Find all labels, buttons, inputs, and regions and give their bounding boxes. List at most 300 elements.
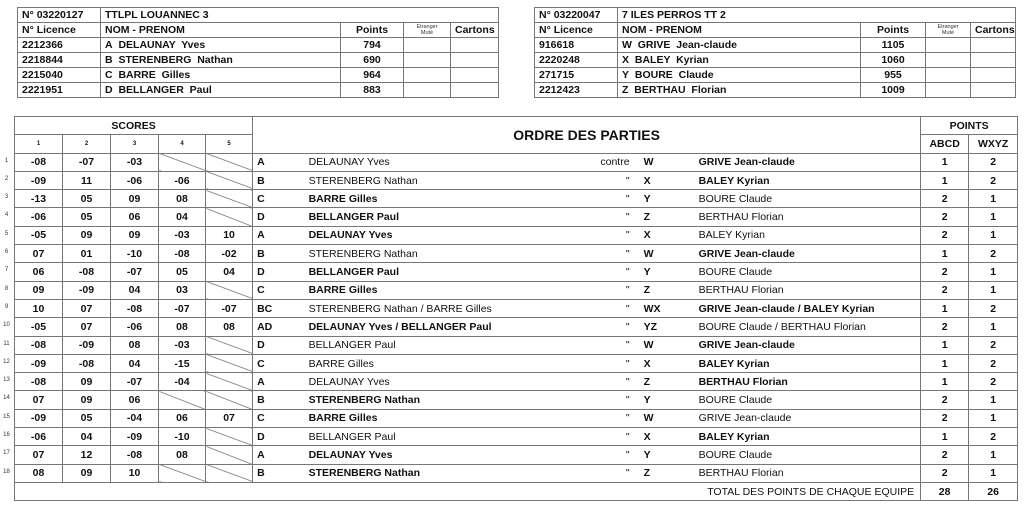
away-player-code: X [640,171,695,189]
points-wxyz: 2 [969,373,1018,391]
set-score: -09 [111,428,159,446]
match-row [15,263,1018,281]
set-score: 07 [63,299,111,317]
away-player-code: W [640,336,695,354]
away-player-code: YZ [640,318,695,336]
away-player-name: BALEY Kyrian [695,171,921,189]
set-number-header: 2 [63,135,111,153]
away-player-code: Z [640,464,695,482]
points-wxyz-header: WXYZ [969,135,1018,153]
match-row [15,409,1018,427]
set-score: -03 [111,153,159,171]
player-row [535,83,1016,98]
points-abcd: 2 [921,409,969,427]
player-cartons [971,38,1016,53]
away-player-code: Z [640,281,695,299]
home-player-name: DELAUNAY Yves [305,373,540,391]
set-score: 04 [111,281,159,299]
set-score: 07 [15,245,63,263]
player-letter: Z [622,84,629,96]
player-licence: 2220248 [535,53,618,68]
home-player-name: DELAUNAY Yves / BELLANGER Paul [305,318,540,336]
set-score: 04 [111,354,159,372]
versus-label: " [540,226,640,244]
match-row [15,446,1018,464]
set-score: 06 [111,208,159,226]
match-number: 18 [3,469,10,475]
player-cartons [971,83,1016,98]
points-abcd: 1 [921,336,969,354]
away-player-name: BOURE Claude [695,391,921,409]
player-cartons [451,83,499,98]
match-number: 2 [4,176,9,182]
home-player-name: STERENBERG Nathan [305,245,540,263]
match-row [15,153,1018,171]
versus-label: " [540,208,640,226]
player-points: 1105 [861,38,926,53]
player-points: 964 [341,68,404,83]
away-player-code: W [640,245,695,263]
player-name-cell [101,83,341,98]
player-cartons [451,68,499,83]
match-number: 16 [3,432,10,438]
player-cartons [971,68,1016,83]
match-row [15,428,1018,446]
points-abcd: 2 [921,226,969,244]
player-letter: D [105,84,113,96]
team-b-roster [534,7,1016,98]
points-wxyz: 1 [969,446,1018,464]
player-name-cell [101,38,341,53]
set-score: -09 [63,281,111,299]
away-player-name: BERTHAU Florian [695,373,921,391]
set-score: -06 [111,318,159,336]
away-player-name: BALEY Kyrian [695,226,921,244]
set-score: -08 [15,373,63,391]
set-score: 03 [159,281,206,299]
away-player-name: BOURE Claude [695,446,921,464]
set-score: -06 [15,208,63,226]
name-header: NOM - PRENOM [618,23,861,38]
points-abcd: 1 [921,245,969,263]
set-score: -06 [159,171,206,189]
player-etranger-mute [404,68,451,83]
match-row [15,281,1018,299]
home-player-code: B [253,245,305,263]
versus-label: " [540,318,640,336]
player-name: BELLANGER Paul [118,84,212,96]
points-abcd-header: ABCD [921,135,969,153]
points-abcd: 2 [921,190,969,208]
points-abcd: 1 [921,153,969,171]
player-row [535,38,1016,53]
versus-label: " [540,428,640,446]
away-player-name: GRIVE Jean-claude [695,245,921,263]
points-abcd: 2 [921,263,969,281]
set-score: -05 [15,318,63,336]
points-wxyz: 1 [969,464,1018,482]
player-letter: Y [622,69,630,81]
versus-label: " [540,263,640,281]
player-points: 1009 [861,83,926,98]
home-player-code: D [253,208,305,226]
away-player-name: BERTHAU Florian [695,281,921,299]
cartons-header: Cartons [451,23,499,38]
home-player-code: D [253,428,305,446]
away-player-name: BERTHAU Florian [695,208,921,226]
match-number: 14 [3,395,10,401]
player-row [18,53,499,68]
set-score: -07 [159,299,206,317]
home-player-name: BELLANGER Paul [305,428,540,446]
points-wxyz: 2 [969,245,1018,263]
player-name-cell [618,83,861,98]
points-abcd: 1 [921,299,969,317]
home-player-name: DELAUNAY Yves [305,153,540,171]
versus-label: " [540,464,640,482]
home-player-code: C [253,409,305,427]
points-abcd: 2 [921,464,969,482]
team-header-row [535,8,1016,23]
empty-set-score [159,153,206,171]
total-abcd: 28 [921,482,969,500]
set-score: -10 [159,428,206,446]
points-wxyz: 1 [969,226,1018,244]
set-score: -04 [111,409,159,427]
points-wxyz: 1 [969,318,1018,336]
player-name: GRIVE Jean-claude [637,39,737,51]
match-number: 12 [3,359,10,365]
set-score: 07 [15,446,63,464]
set-score: 10 [206,226,253,244]
points-abcd: 2 [921,446,969,464]
player-points: 883 [341,83,404,98]
roster-column-headers [18,23,499,38]
points-wxyz: 2 [969,171,1018,189]
match-number: 11 [3,341,10,347]
set-score: -07 [111,263,159,281]
player-letter: W [622,39,632,51]
home-player-name: STERENBERG Nathan [305,464,540,482]
points-wxyz: 1 [969,208,1018,226]
player-points: 794 [341,38,404,53]
set-score: -02 [206,245,253,263]
set-score: 07 [15,391,63,409]
empty-set-score [206,281,253,299]
player-row [18,83,499,98]
points-header: Points [861,23,926,38]
set-score: -07 [63,153,111,171]
set-score: 07 [63,318,111,336]
home-player-name: STERENBERG Nathan / BARRE Gilles [305,299,540,317]
player-letter: B [105,54,113,66]
home-player-code: A [253,226,305,244]
home-player-code: D [253,263,305,281]
set-score: 05 [63,409,111,427]
team-a-roster [17,7,499,98]
set-score: 04 [63,428,111,446]
set-score: 10 [111,464,159,482]
match-row [15,391,1018,409]
home-player-code: D [253,336,305,354]
empty-set-score [159,464,206,482]
set-score: -03 [159,336,206,354]
set-number-header: 3 [111,135,159,153]
scores-header-row [15,117,1018,135]
total-wxyz: 26 [969,482,1018,500]
set-score: 06 [159,409,206,427]
set-score: 07 [206,409,253,427]
points-wxyz: 1 [969,263,1018,281]
set-score: -06 [111,171,159,189]
etranger-mute-header: Etranger Muté [404,23,451,38]
player-licence: 2221951 [18,83,101,98]
away-player-name: GRIVE Jean-claude [695,153,921,171]
match-order-table [14,116,1018,501]
player-etranger-mute [404,83,451,98]
versus-label: " [540,245,640,263]
empty-set-score [206,336,253,354]
versus-label: " [540,171,640,189]
away-player-name: BOURE Claude [695,190,921,208]
total-row [15,482,1018,500]
set-score: -09 [15,409,63,427]
total-label: TOTAL DES POINTS DE CHAQUE EQUIPE [15,482,921,500]
set-score: 09 [63,391,111,409]
player-cartons [451,53,499,68]
points-abcd: 1 [921,171,969,189]
away-player-code: W [640,409,695,427]
match-row [15,245,1018,263]
player-points: 955 [861,68,926,83]
match-row [15,299,1018,317]
player-licence: 916618 [535,38,618,53]
match-row [15,226,1018,244]
set-score: -06 [15,428,63,446]
home-player-name: STERENBERG Nathan [305,171,540,189]
player-name: BERTHAU Florian [634,84,727,96]
points-wxyz: 2 [969,336,1018,354]
player-name-cell [618,38,861,53]
points-wxyz: 1 [969,409,1018,427]
home-player-name: BELLANGER Paul [305,336,540,354]
set-score: 01 [63,245,111,263]
versus-label: contre [540,153,640,171]
away-player-name: BERTHAU Florian [695,464,921,482]
player-name: BARRE Gilles [118,69,191,81]
empty-set-score [159,391,206,409]
player-row [18,38,499,53]
player-letter: A [105,39,113,51]
empty-set-score [206,153,253,171]
set-score: 09 [63,464,111,482]
player-licence: 2218844 [18,53,101,68]
home-player-code: C [253,354,305,372]
empty-set-score [206,171,253,189]
points-wxyz: 2 [969,354,1018,372]
points-header: Points [341,23,404,38]
versus-label: " [540,409,640,427]
versus-label: " [540,391,640,409]
set-score: 08 [159,446,206,464]
set-score: 05 [63,190,111,208]
player-row [18,68,499,83]
player-letter: C [105,69,113,81]
points-wxyz: 1 [969,281,1018,299]
set-score: -07 [111,373,159,391]
away-player-code: Z [640,373,695,391]
match-row [15,171,1018,189]
points-abcd: 1 [921,373,969,391]
away-player-name: BALEY Kyrian [695,428,921,446]
player-name: BOURE Claude [634,69,714,81]
points-abcd: 2 [921,208,969,226]
home-player-code: C [253,190,305,208]
player-name-cell [618,53,861,68]
home-player-name: DELAUNAY Yves [305,446,540,464]
set-score: -13 [15,190,63,208]
set-score: 09 [63,226,111,244]
match-number: 9 [4,304,9,310]
player-etranger-mute [926,83,971,98]
home-player-name: BARRE Gilles [305,354,540,372]
match-number: 17 [3,450,10,456]
player-points: 690 [341,53,404,68]
match-number: 7 [4,267,9,273]
scores-header: SCORES [15,117,253,135]
set-score: 11 [63,171,111,189]
match-row [15,373,1018,391]
versus-label: " [540,281,640,299]
versus-label: " [540,336,640,354]
match-row [15,464,1018,482]
empty-set-score [206,428,253,446]
player-points: 1060 [861,53,926,68]
versus-label: " [540,299,640,317]
player-name: STERENBERG Nathan [118,54,233,66]
away-player-code: Y [640,190,695,208]
set-score: 10 [15,299,63,317]
player-licence: 2212423 [535,83,618,98]
home-player-code: B [253,391,305,409]
home-player-code: A [253,446,305,464]
versus-label: " [540,354,640,372]
empty-set-score [206,190,253,208]
points-wxyz: 1 [969,391,1018,409]
set-score: -09 [63,336,111,354]
set-score: 08 [159,318,206,336]
set-score: -04 [159,373,206,391]
set-score: -08 [159,245,206,263]
etranger-mute-header: Etranger Muté [926,23,971,38]
points-wxyz: 1 [969,190,1018,208]
points-abcd: 1 [921,428,969,446]
points-wxyz: 2 [969,428,1018,446]
set-score: 05 [159,263,206,281]
set-score: 12 [63,446,111,464]
set-score: 09 [63,373,111,391]
set-score: -08 [111,299,159,317]
set-score: 08 [15,464,63,482]
empty-set-score [206,446,253,464]
points-abcd: 2 [921,318,969,336]
set-number-header: 4 [159,135,206,153]
player-row [535,68,1016,83]
empty-set-score [206,354,253,372]
match-row [15,208,1018,226]
versus-label: " [540,373,640,391]
set-score: 08 [111,336,159,354]
home-player-code: B [253,464,305,482]
points-abcd: 2 [921,281,969,299]
set-score: 05 [63,208,111,226]
empty-set-score [206,391,253,409]
match-number: 6 [4,249,9,255]
match-row [15,354,1018,372]
match-row [15,336,1018,354]
team-name: 7 ILES PERROS TT 2 [618,8,1016,23]
set-score: -09 [15,171,63,189]
player-etranger-mute [926,68,971,83]
name-header: NOM - PRENOM [101,23,341,38]
points-wxyz: 2 [969,153,1018,171]
away-player-code: Y [640,446,695,464]
player-etranger-mute [404,53,451,68]
team-header-row [18,8,499,23]
player-name-cell [101,68,341,83]
player-cartons [451,38,499,53]
versus-label: " [540,190,640,208]
player-licence: 271715 [535,68,618,83]
match-number: 5 [4,231,9,237]
licence-header: N° Licence [535,23,618,38]
set-score: -08 [15,336,63,354]
away-player-code: W [640,153,695,171]
away-player-name: BALEY Kyrian [695,354,921,372]
away-player-code: WX [640,299,695,317]
empty-set-score [206,208,253,226]
points-header: POINTS [921,117,1018,135]
set-number-header: 5 [206,135,253,153]
away-player-code: Y [640,263,695,281]
set-score: 04 [159,208,206,226]
home-player-name: STERENBERG Nathan [305,391,540,409]
set-number-header: 1 [15,135,63,153]
set-score: 06 [111,391,159,409]
set-score: -08 [111,446,159,464]
home-player-name: BARRE Gilles [305,409,540,427]
player-etranger-mute [926,38,971,53]
match-number: 10 [3,322,10,328]
player-name-cell [618,68,861,83]
set-score: 08 [159,190,206,208]
home-player-name: BELLANGER Paul [305,208,540,226]
away-player-name: BOURE Claude [695,263,921,281]
team-number: N° 03220047 [535,8,618,23]
away-player-name: BOURE Claude / BERTHAU Florian [695,318,921,336]
player-licence: 2215040 [18,68,101,83]
match-number: 1 [4,158,9,164]
set-score: 09 [15,281,63,299]
set-score: -15 [159,354,206,372]
set-score: 06 [15,263,63,281]
away-player-name: GRIVE Jean-claude / BALEY Kyrian [695,299,921,317]
home-player-code: A [253,153,305,171]
set-score: 04 [206,263,253,281]
match-row [15,318,1018,336]
points-wxyz: 2 [969,299,1018,317]
roster-column-headers [535,23,1016,38]
